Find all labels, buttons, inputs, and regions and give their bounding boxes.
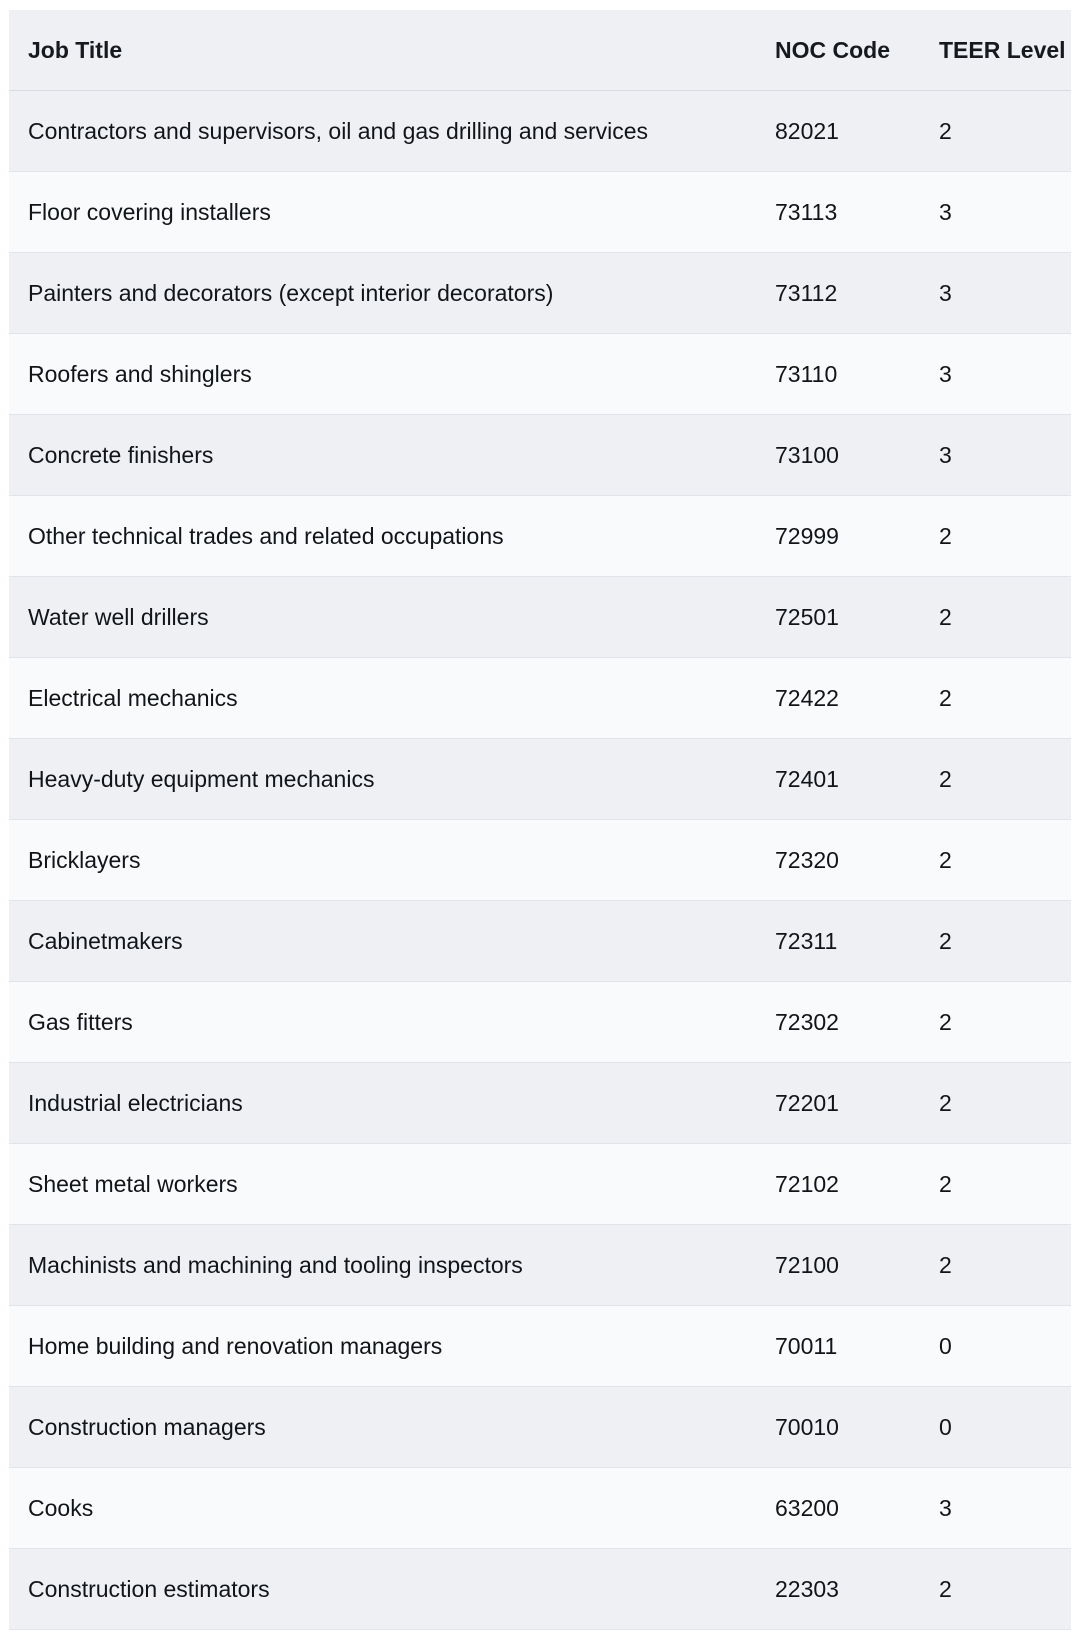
noc-code-cell: 72100: [756, 1225, 920, 1306]
teer-level-cell: 3: [920, 1468, 1071, 1549]
job-title-cell: Construction estimators: [9, 1549, 756, 1630]
job-title-cell: Floor covering installers: [9, 172, 756, 253]
job-title-cell: Sheet metal workers: [9, 1144, 756, 1225]
job-title-cell: Roofers and shinglers: [9, 334, 756, 415]
teer-level-cell: 2: [920, 658, 1071, 739]
table-row: [9, 496, 1071, 577]
teer-level-cell: 2: [920, 901, 1071, 982]
job-title-cell: Water well drillers: [9, 577, 756, 658]
table-row: [9, 253, 1071, 334]
teer-level-cell: 0: [920, 1387, 1071, 1468]
job-title-cell: Heavy-duty equipment mechanics: [9, 739, 756, 820]
teer-level-cell: 3: [920, 172, 1071, 253]
table-row: [9, 334, 1071, 415]
teer-level-cell: 2: [920, 1063, 1071, 1144]
noc-code-cell: 72999: [756, 496, 920, 577]
table-row: [9, 1468, 1071, 1549]
teer-level-cell: 2: [920, 91, 1071, 172]
table-row: [9, 172, 1071, 253]
teer-level-cell: 3: [920, 415, 1071, 496]
noc-code-cell: 73112: [756, 253, 920, 334]
table-row: [9, 1144, 1071, 1225]
teer-level-cell: 2: [920, 496, 1071, 577]
job-title-cell: Concrete finishers: [9, 415, 756, 496]
noc-code-cell: 63200: [756, 1468, 920, 1549]
teer-level-cell: 2: [920, 577, 1071, 658]
table-row: [9, 577, 1071, 658]
teer-level-cell: 0: [920, 1306, 1071, 1387]
job-title-cell: Painters and decorators (except interior decorators): [9, 253, 756, 334]
noc-code-cell: 72320: [756, 820, 920, 901]
noc-code-cell: 73100: [756, 415, 920, 496]
noc-code-cell: 72422: [756, 658, 920, 739]
job-title-cell: Gas fitters: [9, 982, 756, 1063]
table-row: [9, 1387, 1071, 1468]
table-body: [9, 91, 1071, 1630]
job-title-cell: Other technical trades and related occupations: [9, 496, 756, 577]
teer-level-cell: 2: [920, 1549, 1071, 1630]
column-header-job-title: Job Title: [9, 10, 756, 91]
table-row: [9, 1306, 1071, 1387]
noc-code-cell: 73110: [756, 334, 920, 415]
teer-level-cell: 2: [920, 1144, 1071, 1225]
noc-code-cell: 70011: [756, 1306, 920, 1387]
teer-level-cell: 2: [920, 739, 1071, 820]
table-row: [9, 1225, 1071, 1306]
table-row: [9, 1063, 1071, 1144]
noc-code-cell: 72302: [756, 982, 920, 1063]
job-title-cell: Industrial electricians: [9, 1063, 756, 1144]
noc-code-cell: 72311: [756, 901, 920, 982]
header-row: [9, 10, 1071, 91]
teer-level-cell: 2: [920, 1225, 1071, 1306]
table-row: [9, 820, 1071, 901]
column-header-noc-code: NOC Code: [756, 10, 920, 91]
table-row: [9, 91, 1071, 172]
job-title-cell: Cabinetmakers: [9, 901, 756, 982]
teer-level-cell: 3: [920, 253, 1071, 334]
job-title-cell: Machinists and machining and tooling inspectors: [9, 1225, 756, 1306]
table-row: [9, 982, 1071, 1063]
occupation-table: [9, 10, 1071, 1630]
table-row: [9, 415, 1071, 496]
noc-code-cell: 70010: [756, 1387, 920, 1468]
job-title-cell: Electrical mechanics: [9, 658, 756, 739]
table-row: [9, 739, 1071, 820]
job-title-cell: Home building and renovation managers: [9, 1306, 756, 1387]
noc-code-cell: 22303: [756, 1549, 920, 1630]
noc-code-cell: 73113: [756, 172, 920, 253]
noc-code-cell: 72501: [756, 577, 920, 658]
job-title-cell: Bricklayers: [9, 820, 756, 901]
teer-level-cell: 2: [920, 820, 1071, 901]
table-row: [9, 1549, 1071, 1630]
job-title-cell: Contractors and supervisors, oil and gas drilling and services: [9, 91, 756, 172]
table-header: [9, 10, 1071, 91]
noc-code-cell: 82021: [756, 91, 920, 172]
teer-level-cell: 2: [920, 982, 1071, 1063]
teer-level-cell: 3: [920, 334, 1071, 415]
occupation-table-container: [9, 10, 1071, 1630]
noc-code-cell: 72201: [756, 1063, 920, 1144]
table-row: [9, 658, 1071, 739]
noc-code-cell: 72401: [756, 739, 920, 820]
job-title-cell: Cooks: [9, 1468, 756, 1549]
noc-code-cell: 72102: [756, 1144, 920, 1225]
table-row: [9, 901, 1071, 982]
column-header-teer-level: TEER Level: [920, 10, 1071, 91]
job-title-cell: Construction managers: [9, 1387, 756, 1468]
